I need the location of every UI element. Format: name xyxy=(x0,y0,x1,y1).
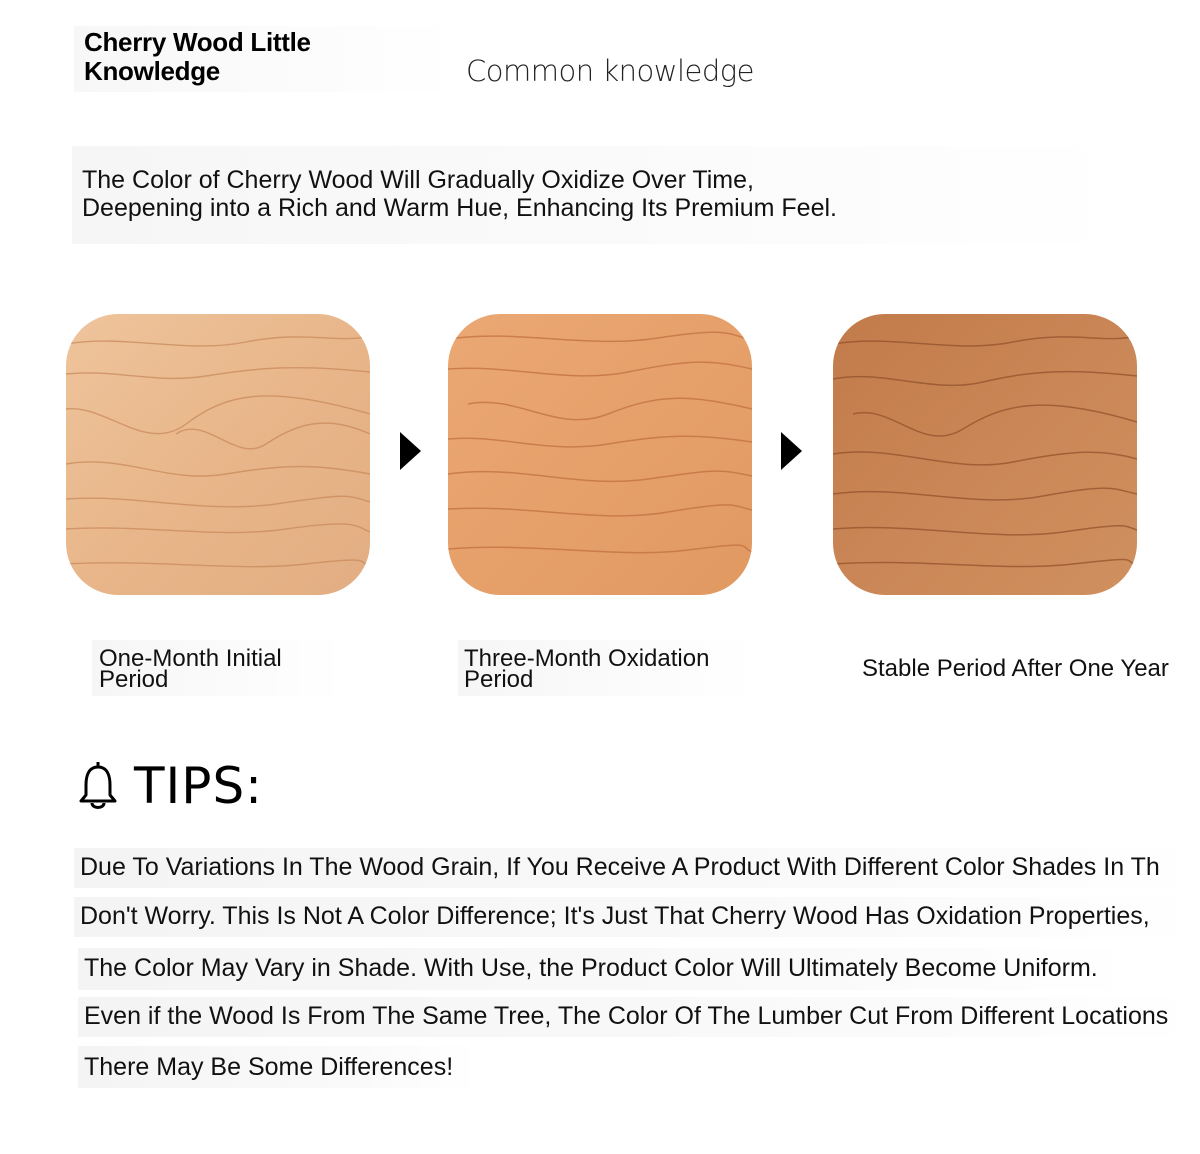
tip-line-2: Don't Worry. This Is Not A Color Difference; It's Just That Cherry Wood Has Oxidation Properties, xyxy=(80,902,1150,930)
arrow-right-icon xyxy=(781,432,802,470)
wood-swatch-one-month xyxy=(66,314,370,595)
wood-swatch-three-month xyxy=(448,314,752,595)
arrow-right-icon xyxy=(400,432,421,470)
caption-line: Period xyxy=(99,666,169,693)
bell-icon xyxy=(78,761,118,811)
tip-line-5: There May Be Some Differences! xyxy=(84,1053,454,1081)
caption-one-year: Stable Period After One Year xyxy=(862,655,1169,682)
caption-line: One-Month Initial xyxy=(99,645,282,672)
tip-line-1: Due To Variations In The Wood Grain, If You Receive A Product With Different Color Shades In Th xyxy=(80,853,1160,881)
intro-line-2: Deepening into a Rich and Warm Hue, Enhancing Its Premium Feel. xyxy=(82,194,837,222)
caption-line: Period xyxy=(464,666,534,693)
caption-one-month xyxy=(99,645,282,693)
caption-line: Three-Month Oxidation xyxy=(464,645,710,672)
caption-three-month xyxy=(464,645,710,693)
tips-title: TIPS: xyxy=(134,757,264,815)
intro-text xyxy=(82,166,1082,222)
tip-line-4: Even if the Wood Is From The Same Tree, The Color Of The Lumber Cut From Different Locations xyxy=(84,1002,1169,1030)
tip-line-3: The Color May Vary in Shade. With Use, the Product Color Will Ultimately Become Uniform. xyxy=(84,954,1098,982)
page-title: Cherry Wood Little Knowledge xyxy=(84,27,311,86)
page-subtitle: Common knowledge xyxy=(466,54,755,88)
intro-line-1: The Color of Cherry Wood Will Gradually Oxidize Over Time, xyxy=(82,166,754,194)
wood-swatch-one-year xyxy=(833,314,1137,595)
